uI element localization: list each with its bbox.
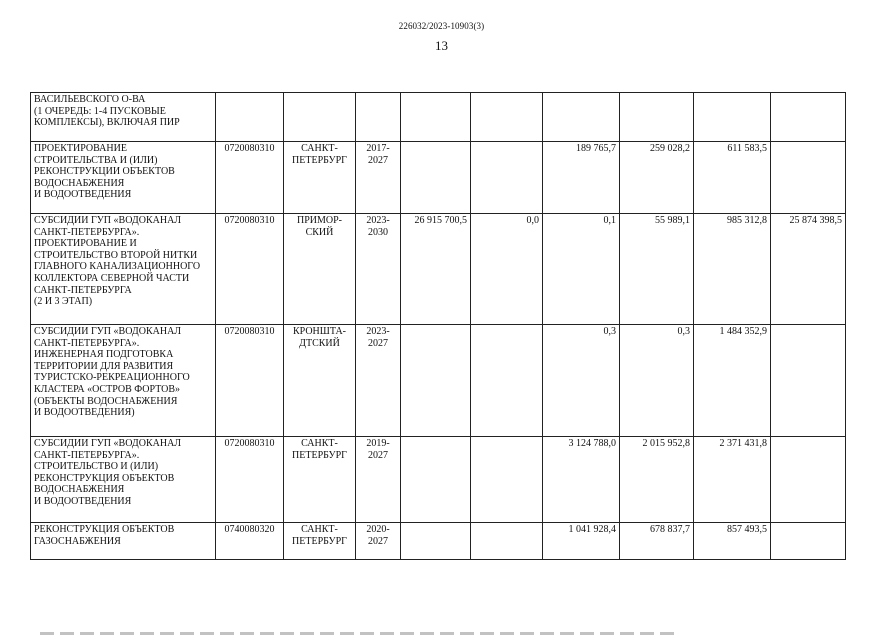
- district-cell: САНКТ- ПЕТЕРБУРГ: [284, 142, 356, 214]
- document-registration-number: 226032/2023-10903(3): [398, 21, 485, 31]
- value-cell-4: 2 015 952,8: [620, 437, 694, 523]
- value-cell-2: [471, 93, 543, 142]
- period-cell: [356, 93, 401, 142]
- budget-code-cell: 0720080310: [216, 437, 284, 523]
- value-cell-6: [771, 437, 846, 523]
- table-row: [31, 523, 846, 560]
- table-row: [31, 325, 846, 437]
- value-cell-1: [401, 523, 471, 560]
- period-cell: 2017- 2027: [356, 142, 401, 214]
- value-cell-3: 3 124 788,0: [543, 437, 620, 523]
- value-cell-1: [401, 437, 471, 523]
- table-row: [31, 93, 846, 142]
- row-name-cell: СУБСИДИИ ГУП «ВОДОКАНАЛ САНКТ-ПЕТЕРБУРГА». ИНЖЕНЕРНАЯ ПОДГОТОВКА ТЕРРИТОРИИ ДЛЯ РАЗВИТИЯ ТУРИСТСКО-РЕКРЕАЦИОННОГО КЛАСТЕРА «ОСТРОВ ФОРТОВ» (ОБЪЕКТЫ ВОДОСНАБЖЕНИЯ И ВОДООТВЕДЕНИЯ): [31, 325, 216, 437]
- value-cell-4: 0,3: [620, 325, 694, 437]
- value-cell-5: 985 312,8: [694, 214, 771, 325]
- table-row: [31, 214, 846, 325]
- period-cell: 2023- 2030: [356, 214, 401, 325]
- value-cell-1: [401, 93, 471, 142]
- value-cell-3: 0,3: [543, 325, 620, 437]
- value-cell-3: [543, 93, 620, 142]
- value-cell-3: 1 041 928,4: [543, 523, 620, 560]
- row-name-cell: ВАСИЛЬЕВСКОГО О-ВА (1 ОЧЕРЕДЬ: 1-4 ПУСКОВЫЕ КОМПЛЕКСЫ), ВКЛЮЧАЯ ПИР: [31, 93, 216, 142]
- budget-code-cell: 0720080310: [216, 142, 284, 214]
- value-cell-5: [694, 93, 771, 142]
- value-cell-6: [771, 325, 846, 437]
- value-cell-4: [620, 93, 694, 142]
- value-cell-5: 1 484 352,9: [694, 325, 771, 437]
- budget-code-cell: [216, 93, 284, 142]
- period-cell: 2023- 2027: [356, 325, 401, 437]
- budget-table: [30, 92, 846, 560]
- row-name-cell: СУБСИДИИ ГУП «ВОДОКАНАЛ САНКТ-ПЕТЕРБУРГА». ПРОЕКТИРОВАНИЕ И СТРОИТЕЛЬСТВО ВТОРОЙ НИТКИ ГЛАВНОГО КАНАЛИЗАЦИОННОГО КОЛЛЕКТОРА СЕВЕРНОЙ ЧАСТИ САНКТ-ПЕТЕРБУРГА (2 И 3 ЭТАП): [31, 214, 216, 325]
- district-cell: КРОНШТА- ДТСКИЙ: [284, 325, 356, 437]
- value-cell-6: [771, 93, 846, 142]
- value-cell-6: 25 874 398,5: [771, 214, 846, 325]
- district-cell: САНКТ- ПЕТЕРБУРГ: [284, 437, 356, 523]
- row-name-cell: РЕКОНСТРУКЦИЯ ОБЪЕКТОВ ГАЗОСНАБЖЕНИЯ: [31, 523, 216, 560]
- value-cell-2: [471, 437, 543, 523]
- page-number: 13: [435, 38, 448, 53]
- value-cell-5: 2 371 431,8: [694, 437, 771, 523]
- table-row: [31, 437, 846, 523]
- district-cell: САНКТ- ПЕТЕРБУРГ: [284, 523, 356, 560]
- row-name-cell: ПРОЕКТИРОВАНИЕ СТРОИТЕЛЬСТВА И (ИЛИ) РЕКОНСТРУКЦИИ ОБЪЕКТОВ ВОДОСНАБЖЕНИЯ И ВОДООТВЕДЕНИЯ: [31, 142, 216, 214]
- budget-code-cell: 0740080320: [216, 523, 284, 560]
- district-cell: ПРИМОР- СКИЙ: [284, 214, 356, 325]
- table-row: [31, 142, 846, 214]
- value-cell-3: 0,1: [543, 214, 620, 325]
- value-cell-2: 0,0: [471, 214, 543, 325]
- value-cell-2: [471, 523, 543, 560]
- value-cell-6: [771, 142, 846, 214]
- period-cell: 2019- 2027: [356, 437, 401, 523]
- value-cell-2: [471, 325, 543, 437]
- budget-code-cell: 0720080310: [216, 325, 284, 437]
- value-cell-3: 189 765,7: [543, 142, 620, 214]
- value-cell-1: [401, 325, 471, 437]
- value-cell-6: [771, 523, 846, 560]
- row-name-cell: СУБСИДИИ ГУП «ВОДОКАНАЛ САНКТ-ПЕТЕРБУРГА». СТРОИТЕЛЬСТВО И (ИЛИ) РЕКОНСТРУКЦИЯ ОБЪЕКТОВ ВОДОСНАБЖЕНИЯ И ВОДООТВЕДЕНИЯ: [31, 437, 216, 523]
- budget-code-cell: 0720080310: [216, 214, 284, 325]
- value-cell-1: [401, 142, 471, 214]
- district-cell: [284, 93, 356, 142]
- value-cell-5: 857 493,5: [694, 523, 771, 560]
- value-cell-5: 611 583,5: [694, 142, 771, 214]
- value-cell-2: [471, 142, 543, 214]
- period-cell: 2020- 2027: [356, 523, 401, 560]
- value-cell-4: 678 837,7: [620, 523, 694, 560]
- value-cell-4: 259 028,2: [620, 142, 694, 214]
- value-cell-4: 55 989,1: [620, 214, 694, 325]
- value-cell-1: 26 915 700,5: [401, 214, 471, 325]
- scan-edge-artifact: [40, 632, 680, 635]
